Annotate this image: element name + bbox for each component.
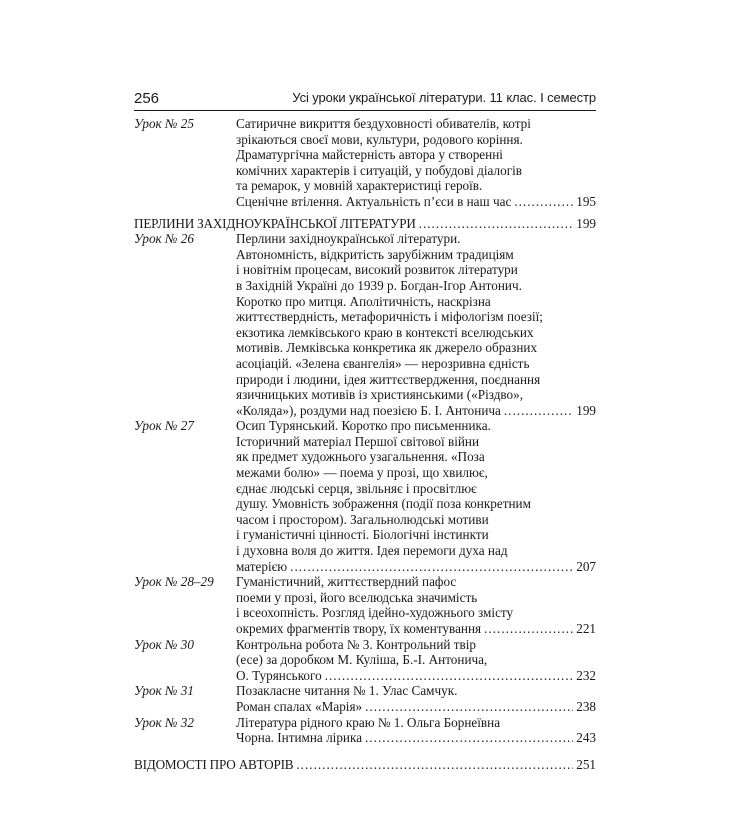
description-line: О. Турянського <box>236 667 322 683</box>
description-line: Література рідного краю № 1. Ольга Борнеївна <box>236 714 501 730</box>
dot-leader <box>365 730 573 746</box>
description-line: природи і людини, ідея життєствердження, поєднання <box>236 371 541 387</box>
description-last-line <box>236 621 596 637</box>
toc-entry <box>134 418 596 574</box>
description-line: часом і простором). Загальнолюдські мотиви <box>236 511 489 527</box>
description-last-line <box>236 194 596 210</box>
description-line: і новітнім процесам, високий розвиток літератури <box>236 262 518 278</box>
description-line: Чорна. Інтимна лірика <box>236 730 363 746</box>
header-rule <box>134 110 596 111</box>
lesson-description <box>236 231 596 418</box>
page-header <box>134 90 596 112</box>
description-line: та ремарок, у мовній характеристиці героїв. <box>236 178 483 194</box>
lesson-number: Урок № 28–29 <box>134 574 214 590</box>
page-number: 256 <box>134 90 160 107</box>
dot-leader <box>484 621 573 637</box>
description-last-line <box>236 699 596 715</box>
description-line: Перлини західноукраїнської літератури. <box>236 231 461 247</box>
toc-entry <box>134 715 596 746</box>
description-line: Осип Турянський. Коротко про письменника. <box>236 418 491 434</box>
toc-entry <box>134 231 596 418</box>
description-line: життєствердність, метафоричність і міфологізм поезії; <box>236 309 543 325</box>
dot-leader <box>514 194 573 210</box>
toc-entry <box>134 574 596 636</box>
entry-page-number: 243 <box>576 730 596 746</box>
description-line: Сатиричне викриття бездуховності обивателів, котрі <box>236 116 531 131</box>
description-line: Сценічне втілення. Актуальність п’єси в наш час <box>236 193 512 209</box>
lesson-number: Урок № 26 <box>134 231 194 247</box>
description-line: зрікаються своєї мови, культури, родового коріння. <box>236 131 523 147</box>
entry-page-number: 238 <box>576 698 596 714</box>
description-line: екзотика лемківського краю в контексті вселюдських <box>236 324 534 340</box>
description-line: мотивів. Лемківська конкретика як джерело образних <box>236 340 538 356</box>
section-title: ПЕРЛИНИ ЗАХІДНОУКРАЇНСЬКОЇ ЛІТЕРАТУРИ <box>134 215 416 231</box>
lesson-description <box>236 574 596 636</box>
description-line: Історичний матеріал Першої світової війни <box>236 433 480 449</box>
description-line: Роман спалах «Марія» <box>236 698 363 714</box>
running-title: Усі уроки української літератури. 11 клас. І семестр <box>292 90 596 105</box>
description-last-line <box>236 730 596 746</box>
description-line: Автономність, відкритість зарубіжним традиціям <box>236 246 514 262</box>
entry-page-number: 199 <box>576 402 596 418</box>
lesson-description <box>236 418 596 574</box>
dot-leader <box>290 559 573 575</box>
description-line: єднає людські серця, звільняє і просвітлює <box>236 480 477 496</box>
lesson-number: Урок № 30 <box>134 636 194 652</box>
lesson-number: Урок № 25 <box>134 116 194 131</box>
description-last-line <box>236 668 596 684</box>
lesson-description <box>236 116 596 210</box>
entry-page-number: 232 <box>576 667 596 683</box>
description-last-line <box>236 559 596 575</box>
description-line: язичницьких мотивів із християнськими («Різдво», <box>236 387 524 403</box>
description-line: матерією <box>236 558 288 574</box>
toc-entry <box>134 637 596 684</box>
description-line: «Коляда»), роздуми над поезією Б. І. Антонича <box>236 402 501 418</box>
entry-page-number: 195 <box>576 193 596 209</box>
lesson-description <box>236 637 596 684</box>
description-line: в Західній Україні до 1939 р. Богдан-Ігор Антонич. <box>236 277 522 293</box>
lesson-description <box>236 715 596 746</box>
lesson-description <box>236 683 596 714</box>
description-line: Позакласне читання № 1. Улас Самчук. <box>236 683 458 699</box>
dot-leader <box>296 757 573 773</box>
toc-section-heading <box>134 757 596 773</box>
description-line: і всеохопність. Розгляд ідейно-художнього змісту <box>236 605 514 621</box>
description-last-line <box>236 403 596 419</box>
section-page-number: 251 <box>576 756 596 772</box>
lesson-number: Урок № 31 <box>134 683 194 699</box>
description-line: Гуманістичний, життєствердний пафос <box>236 574 457 590</box>
description-line: Драматургічна майстерність автора у створенні <box>236 147 503 163</box>
dot-leader <box>419 216 574 232</box>
dot-leader <box>325 668 574 684</box>
description-line: окремих фрагментів твору, їх коментування <box>236 621 482 636</box>
description-line: асоціацій. «Зелена євангелія» — нерозривна єдність <box>236 355 530 371</box>
description-line: і гуманістичні цінності. Біологічні інстинкти <box>236 527 489 543</box>
entry-page-number: 207 <box>576 558 596 574</box>
toc-entry <box>134 116 596 210</box>
dot-leader <box>504 403 573 419</box>
toc-section-heading <box>134 216 596 232</box>
description-line: комічних характерів і ситуацій, у побудові діалогів <box>236 162 523 178</box>
entry-page-number: 221 <box>576 621 596 636</box>
description-line: Контрольна робота № 3. Контрольний твір <box>236 636 477 652</box>
dot-leader <box>365 699 573 715</box>
description-line: як предмет художнього узагальнення. «Поза <box>236 449 485 465</box>
section-page-number: 199 <box>576 215 596 231</box>
description-line: Коротко про митця. Аполітичність, наскрізна <box>236 293 491 309</box>
description-line: (есе) за доробком М. Куліша, Б.-І. Антонича, <box>236 652 488 668</box>
description-line: поеми у прозі, його вселюдська значимість <box>236 589 478 605</box>
lesson-number: Урок № 32 <box>134 714 194 730</box>
description-line: і духовна воля до життя. Ідея перемоги духа над <box>236 543 508 559</box>
lesson-number: Урок № 27 <box>134 418 194 434</box>
table-of-contents <box>134 116 596 772</box>
description-line: душу. Умовність зображення (події поза конкретним <box>236 496 531 512</box>
description-line: межами болю» — поема у прозі, що хвилює, <box>236 465 488 481</box>
section-title: ВІДОМОСТІ ПРО АВТОРІВ <box>134 756 294 772</box>
toc-entry <box>134 683 596 714</box>
